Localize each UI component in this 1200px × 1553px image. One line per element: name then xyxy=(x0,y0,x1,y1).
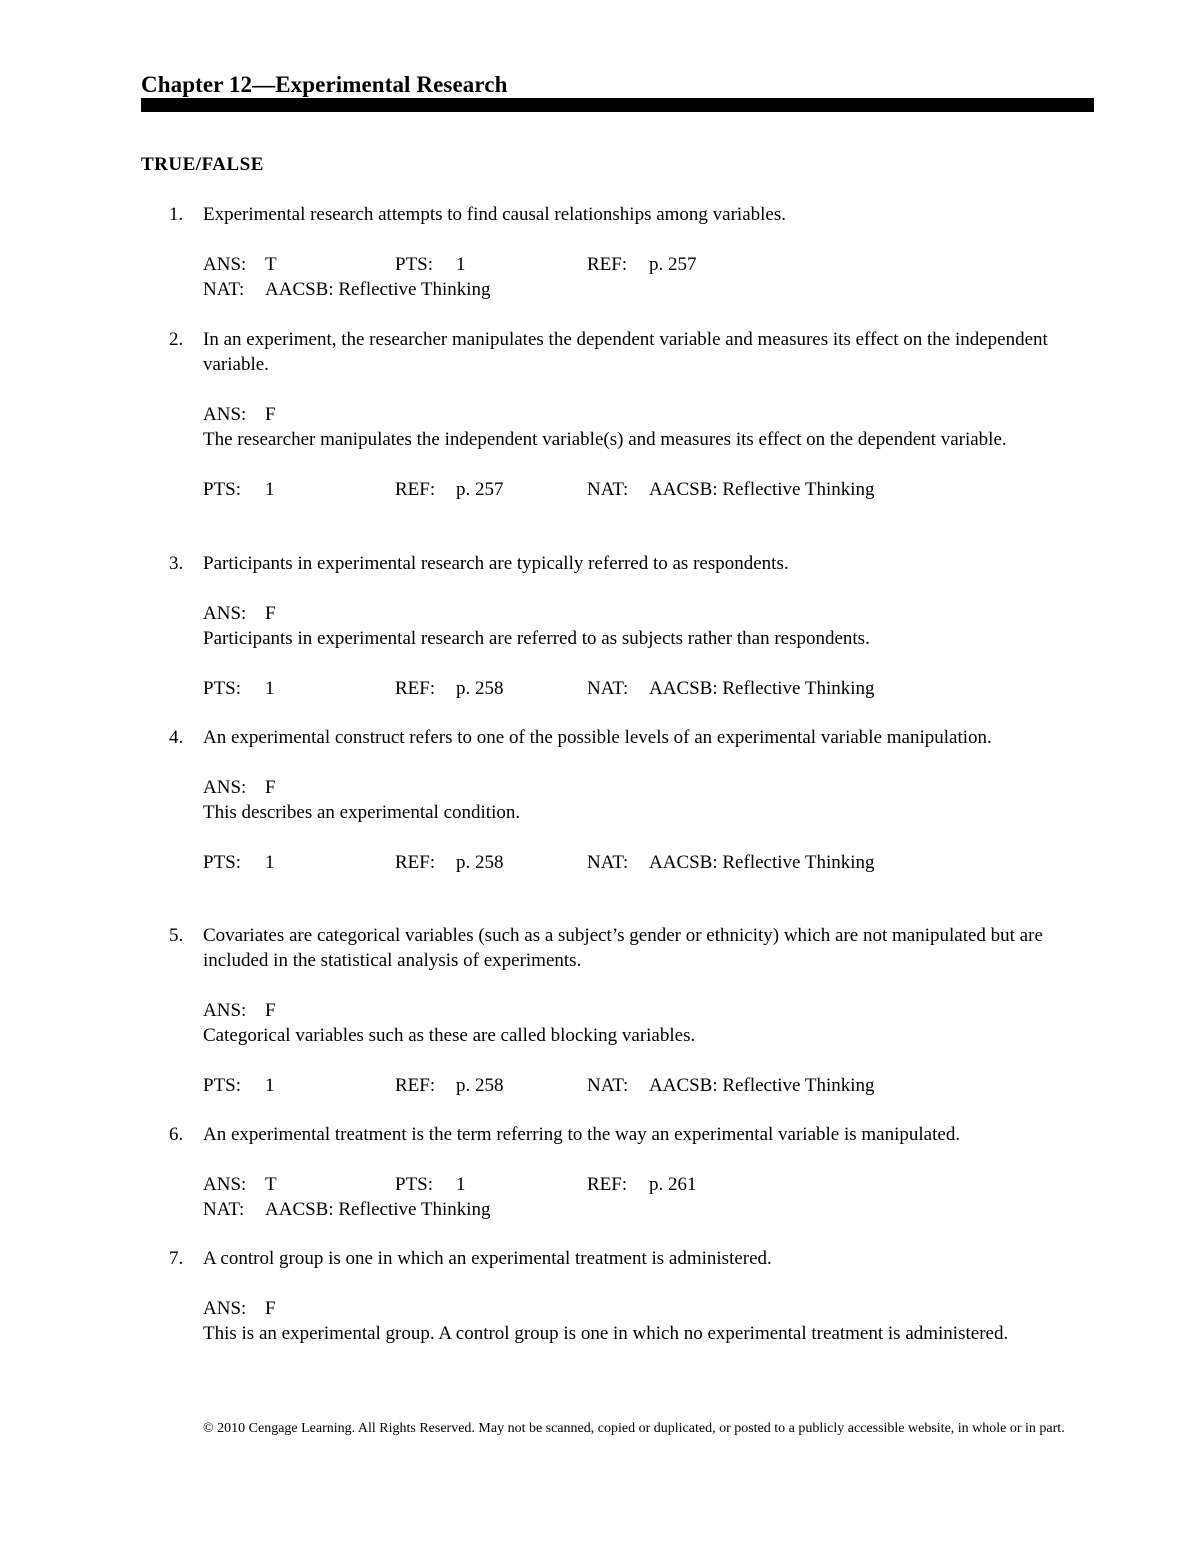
title-rule xyxy=(141,98,1094,112)
answer-feedback: Participants in experimental research are referred to as subjects rather than respondents. xyxy=(203,628,870,649)
ref-label: REF: xyxy=(395,1075,436,1096)
ans-row xyxy=(203,601,1096,626)
ref-value: p. 257 xyxy=(649,254,697,275)
meta-row xyxy=(203,850,1096,875)
ref-value: p. 258 xyxy=(456,678,504,699)
nat-value: AACSB: Reflective Thinking xyxy=(265,1199,491,1220)
answer-meta-row xyxy=(203,1172,1096,1197)
ans-row xyxy=(203,775,1096,800)
ref-value: p. 261 xyxy=(649,1174,697,1195)
pts-label: PTS: xyxy=(395,254,434,275)
question-text: Experimental research attempts to find causal relationships among variables. xyxy=(203,204,786,225)
question-text: Participants in experimental research are typically referred to as respondents. xyxy=(203,553,789,574)
question-text: Covariates are categorical variables (such as a subject’s gender or ethnicity) which are not manipulated but are included in the statistical analysis of experiments. xyxy=(203,925,1043,971)
ans-value: T xyxy=(265,1174,277,1195)
ref-label: REF: xyxy=(395,479,436,500)
chapter-title: Chapter 12—Experimental Research xyxy=(141,72,508,97)
answer-meta-row xyxy=(203,252,1096,277)
question-number: 2. xyxy=(169,329,184,350)
ref-label: REF: xyxy=(395,852,436,873)
question-text: In an experiment, the researcher manipulates the dependent variable and measures its effect on the independent variable. xyxy=(203,329,1048,375)
ans-value: T xyxy=(265,254,277,275)
ans-row xyxy=(203,402,1096,427)
question-number: 6. xyxy=(169,1124,184,1145)
nat-label: NAT: xyxy=(203,279,245,300)
ans-label: ANS: xyxy=(203,1000,247,1021)
pts-label: PTS: xyxy=(395,1174,434,1195)
ref-value: p. 257 xyxy=(456,479,504,500)
ref-label: REF: xyxy=(587,1174,628,1195)
ref-label: REF: xyxy=(587,254,628,275)
nat-label: NAT: xyxy=(587,678,629,699)
ref-label: REF: xyxy=(395,678,436,699)
meta-row xyxy=(203,477,1096,502)
question-number: 5. xyxy=(169,925,184,946)
pts-value: 1 xyxy=(456,254,466,275)
pts-value: 1 xyxy=(265,678,275,699)
nat-value: AACSB: Reflective Thinking xyxy=(649,479,875,500)
ans-label: ANS: xyxy=(203,1174,247,1195)
question-2 xyxy=(141,327,1096,502)
pts-value: 1 xyxy=(456,1174,466,1195)
question-5 xyxy=(141,923,1096,1098)
question-number: 3. xyxy=(169,553,184,574)
ref-value: p. 258 xyxy=(456,852,504,873)
ans-row xyxy=(203,998,1096,1023)
ans-value: F xyxy=(265,603,276,624)
meta-row xyxy=(203,1073,1096,1098)
nat-row xyxy=(203,1197,1096,1222)
pts-value: 1 xyxy=(265,479,275,500)
nat-value: AACSB: Reflective Thinking xyxy=(649,1075,875,1096)
ans-label: ANS: xyxy=(203,1298,247,1319)
nat-row xyxy=(203,277,1096,302)
copyright-footer: © 2010 Cengage Learning. All Rights Reserved. May not be scanned, copied or duplicated, or posted to a publicly accessible website, in whole or in part. xyxy=(203,1421,1065,1436)
question-number: 4. xyxy=(169,727,184,748)
question-text: An experimental treatment is the term referring to the way an experimental variable is manipulated. xyxy=(203,1124,961,1145)
answer-feedback: The researcher manipulates the independent variable(s) and measures its effect on the dependent variable. xyxy=(203,429,1007,450)
ref-value: p. 258 xyxy=(456,1075,504,1096)
question-number: 7. xyxy=(169,1248,184,1269)
question-1 xyxy=(141,202,1096,302)
pts-label: PTS: xyxy=(203,678,242,699)
question-number: 1. xyxy=(169,204,184,225)
pts-value: 1 xyxy=(265,1075,275,1096)
nat-value: AACSB: Reflective Thinking xyxy=(649,678,875,699)
question-3 xyxy=(141,551,1096,701)
ans-label: ANS: xyxy=(203,254,247,275)
ans-label: ANS: xyxy=(203,404,247,425)
ans-label: ANS: xyxy=(203,777,247,798)
nat-label: NAT: xyxy=(587,479,629,500)
question-4 xyxy=(141,725,1096,875)
pts-label: PTS: xyxy=(203,1075,242,1096)
answer-feedback: This is an experimental group. A control group is one in which no experimental treatment is administered. xyxy=(203,1323,1009,1344)
ans-value: F xyxy=(265,777,276,798)
nat-label: NAT: xyxy=(587,1075,629,1096)
nat-label: NAT: xyxy=(203,1199,245,1220)
nat-value: AACSB: Reflective Thinking xyxy=(265,279,491,300)
ans-value: F xyxy=(265,1298,276,1319)
question-7 xyxy=(141,1246,1096,1346)
question-6 xyxy=(141,1122,1096,1222)
ans-value: F xyxy=(265,404,276,425)
question-text: A control group is one in which an experimental treatment is administered. xyxy=(203,1248,772,1269)
nat-value: AACSB: Reflective Thinking xyxy=(649,852,875,873)
section-heading: TRUE/FALSE xyxy=(141,154,264,175)
answer-feedback: This describes an experimental condition. xyxy=(203,802,521,823)
ans-value: F xyxy=(265,1000,276,1021)
question-text: An experimental construct refers to one of the possible levels of an experimental variable manipulation. xyxy=(203,727,992,748)
ans-label: ANS: xyxy=(203,603,247,624)
ans-row xyxy=(203,1296,1096,1321)
pts-label: PTS: xyxy=(203,852,242,873)
pts-value: 1 xyxy=(265,852,275,873)
pts-label: PTS: xyxy=(203,479,242,500)
nat-label: NAT: xyxy=(587,852,629,873)
answer-feedback: Categorical variables such as these are called blocking variables. xyxy=(203,1025,696,1046)
meta-row xyxy=(203,676,1096,701)
